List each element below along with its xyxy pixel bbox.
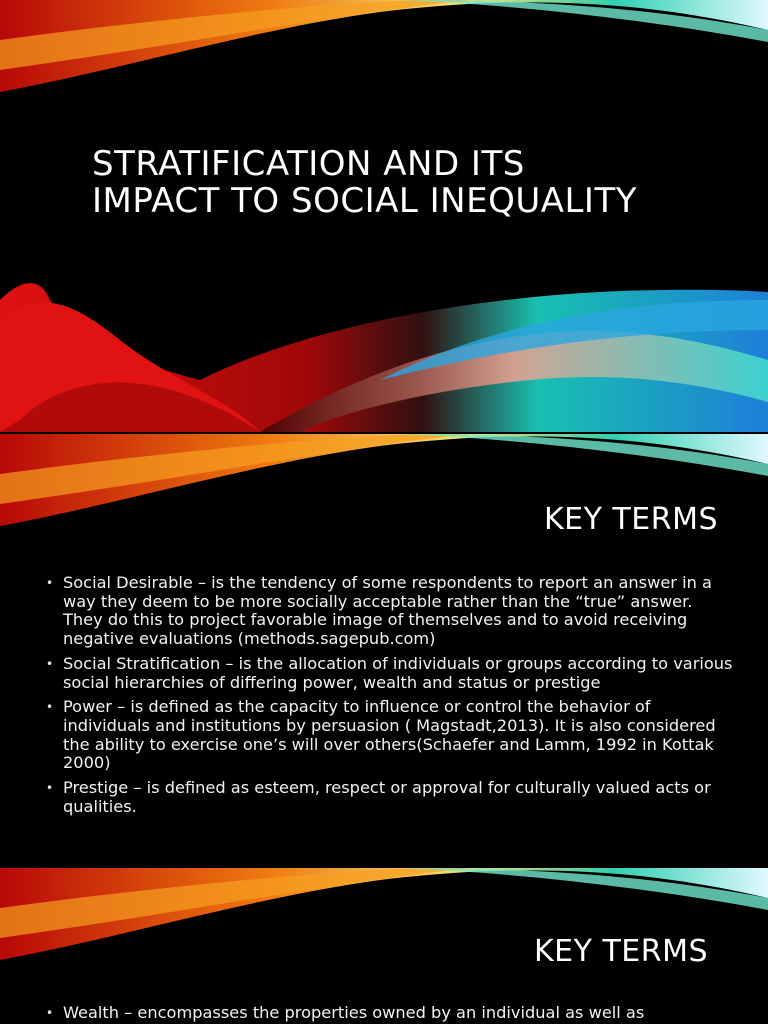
bullet-icon: • [46, 576, 54, 590]
list-item: • Prestige – is defined as esteem, respect or approval for culturally valued acts or qualities. [46, 778, 711, 816]
decorative-swoosh-graphic [0, 868, 768, 988]
list-item: • Social Desirable – is the tendency of some respondents to report an answer in a way they deem to be more socially acceptable rather than the “true” answer. They do this to project favorable image of themselves and to avoid receiving negative evaluations (methods.sagepub.com) [46, 573, 712, 649]
list-item: • Power – is defined as the capacity to influence or control the behavior of individuals and institutions by persuasion ( Magstadt,2013). It is also considered the ability to exercise one’s will over others(Schaefer and Lamm, 1992 in Kottak 2000) [46, 697, 716, 773]
bullet-list [46, 574, 736, 822]
bullet-icon: • [46, 700, 54, 715]
slide-title-line-1: STRATIFICATION AND ITS [92, 144, 525, 184]
bullet-icon: • [46, 656, 54, 671]
key-terms-slide-continued [0, 868, 768, 1024]
slide-heading: KEY TERMS [543, 502, 718, 537]
bullet-icon: • [46, 1006, 54, 1020]
bullet-icon: • [46, 781, 54, 796]
slide-heading: KEY TERMS [533, 934, 708, 969]
title-slide [0, 0, 768, 432]
list-item: • Wealth – encompasses the properties owned by an individual as well as [46, 1003, 645, 1022]
slide-title-line-2: IMPACT TO SOCIAL INEQUALITY [92, 181, 637, 221]
key-terms-slide [0, 434, 768, 866]
slide-title [92, 146, 732, 220]
list-item: • Social Stratification – is the allocation of individuals or groups according to various social hierarchies of differing power, wealth and status or prestige [46, 653, 733, 692]
bullet-list [46, 1004, 736, 1024]
